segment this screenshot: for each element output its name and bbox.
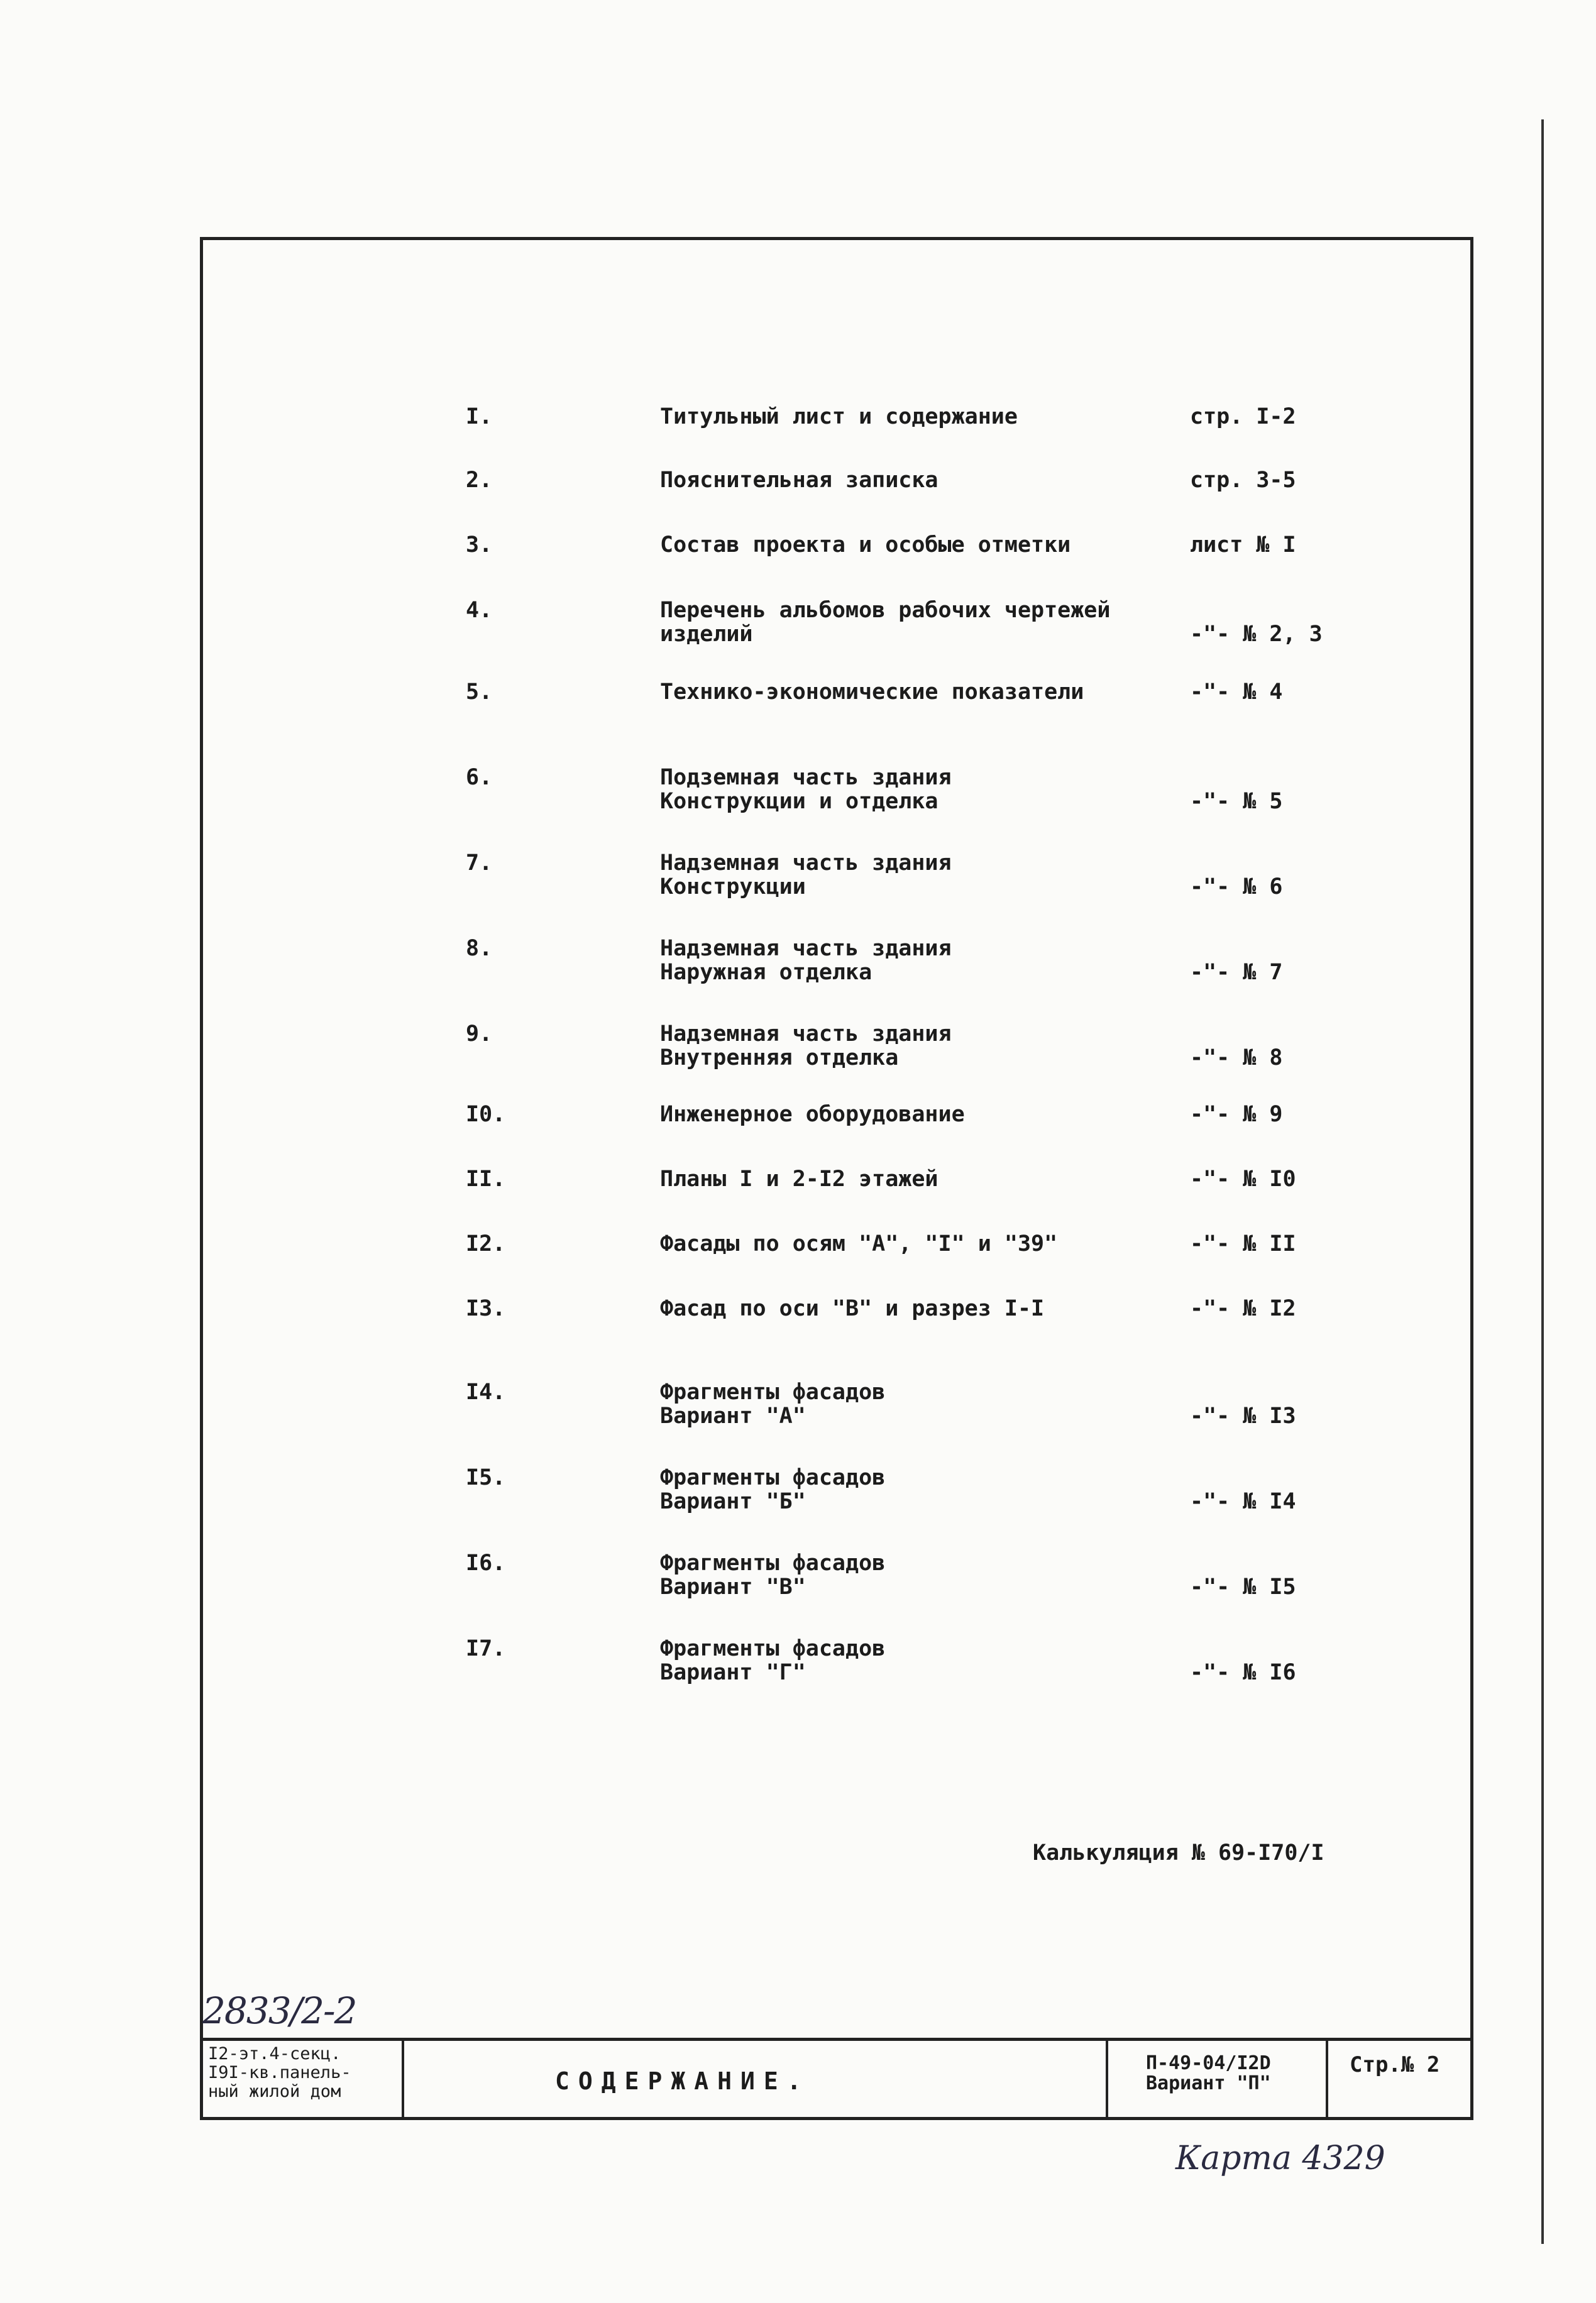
toc-reference: -"- № I5: [1190, 1575, 1296, 1600]
toc-number: 9.: [466, 1021, 493, 1047]
toc-title-line: Фрагменты фасадов: [660, 1551, 886, 1576]
toc-reference: -"- № 5: [1190, 789, 1283, 814]
toc-title-line: Фрагменты фасадов: [660, 1380, 886, 1405]
page-number: Стр.№ 2: [1350, 2052, 1440, 2077]
toc-number: II.: [466, 1167, 506, 1192]
toc-number: I7.: [466, 1636, 506, 1661]
project-code: П-49-04/I2D Вариант "П": [1108, 2041, 1328, 2120]
toc-title-line: Конструкции: [660, 874, 806, 899]
toc-title-line: Подземная часть здания: [660, 765, 952, 790]
toc-title-line: Титульный лист и содержание: [660, 404, 1018, 429]
toc-number: 5.: [466, 679, 493, 705]
toc-reference: -"- № I6: [1190, 1660, 1296, 1685]
toc-title-line: Внутренняя отделка: [660, 1045, 899, 1070]
toc-number: 7.: [466, 850, 493, 876]
toc-title-line: Пояснительная записка: [660, 468, 938, 493]
toc-number: I.: [466, 404, 493, 429]
toc-title-line: Перечень альбомов рабочих чертежей: [660, 598, 1111, 623]
toc-title-line: Технико-экономические показатели: [660, 679, 1084, 705]
toc-title-line: Вариант "В": [660, 1575, 806, 1600]
toc-number: 3.: [466, 532, 493, 558]
toc-reference: -"- № I2: [1190, 1296, 1296, 1321]
toc-title-line: Фасад по оси "В" и разрез I-I: [660, 1296, 1045, 1321]
toc-reference: -"- № 4: [1190, 679, 1283, 705]
toc-reference: -"- № I4: [1190, 1489, 1296, 1514]
toc-title-line: Надземная часть здания: [660, 850, 952, 876]
toc-reference: -"- № II: [1190, 1231, 1296, 1256]
sheet-title: СОДЕРЖАНИЕ.: [555, 2067, 810, 2095]
toc-number: 8.: [466, 936, 493, 961]
toc-reference: -"- № 9: [1190, 1102, 1283, 1127]
handwritten-number: 2833/2-2: [202, 1989, 356, 2032]
toc-number: I3.: [466, 1296, 506, 1321]
drawing-sheet: [200, 237, 1473, 2120]
toc-number: 4.: [466, 598, 493, 623]
toc-number: I2.: [466, 1231, 506, 1256]
toc-title-line: Фрагменты фасадов: [660, 1636, 886, 1661]
toc-reference: -"- № 6: [1190, 874, 1283, 899]
toc-title-line: Надземная часть здания: [660, 936, 952, 961]
toc-reference: -"- № 7: [1190, 960, 1283, 985]
toc-number: I5.: [466, 1465, 506, 1490]
toc-number: I6.: [466, 1551, 506, 1576]
toc-number: 6.: [466, 765, 493, 790]
building-description: I2-эт.4-секц. I9I-кв.панель- ный жилой дом: [203, 2041, 404, 2120]
toc-reference: -"- № 8: [1190, 1045, 1283, 1070]
toc-reference: -"- № I3: [1190, 1404, 1296, 1429]
toc-title-line: Вариант "Г": [660, 1660, 806, 1685]
toc-title-line: Состав проекта и особые отметки: [660, 532, 1071, 558]
toc-title-line: Вариант "А": [660, 1404, 806, 1429]
toc-title-line: Планы I и 2-I2 этажей: [660, 1167, 938, 1192]
toc-title-line: Фасады по осям "А", "I" и "39": [660, 1231, 1058, 1256]
toc-title-line: Конструкции и отделка: [660, 789, 938, 814]
toc-title-line: Наружная отделка: [660, 960, 872, 985]
table-of-contents: [203, 240, 1470, 2117]
toc-title-line: Фрагменты фасадов: [660, 1465, 886, 1490]
toc-number: I4.: [466, 1380, 506, 1405]
sheet-title-cell: [404, 2041, 1108, 2120]
toc-reference: стр. 3-5: [1190, 468, 1296, 493]
toc-title-line: изделий: [660, 622, 753, 647]
toc-number: 2.: [466, 468, 493, 493]
calculation-number: Калькуляция № 69-I70/I: [1033, 1840, 1324, 1866]
toc-title-line: Инженерное оборудование: [660, 1102, 965, 1127]
toc-reference: -"- № 2, 3: [1190, 622, 1323, 647]
title-block: [203, 2038, 1470, 2120]
toc-title-line: Вариант "Б": [660, 1489, 806, 1514]
handwritten-note: Карта 4329: [1175, 2140, 1385, 2177]
toc-reference: -"- № I0: [1190, 1167, 1296, 1192]
toc-reference: стр. I-2: [1190, 404, 1296, 429]
toc-reference: лист № I: [1190, 532, 1296, 558]
toc-title-line: Надземная часть здания: [660, 1021, 952, 1047]
toc-number: I0.: [466, 1102, 506, 1127]
